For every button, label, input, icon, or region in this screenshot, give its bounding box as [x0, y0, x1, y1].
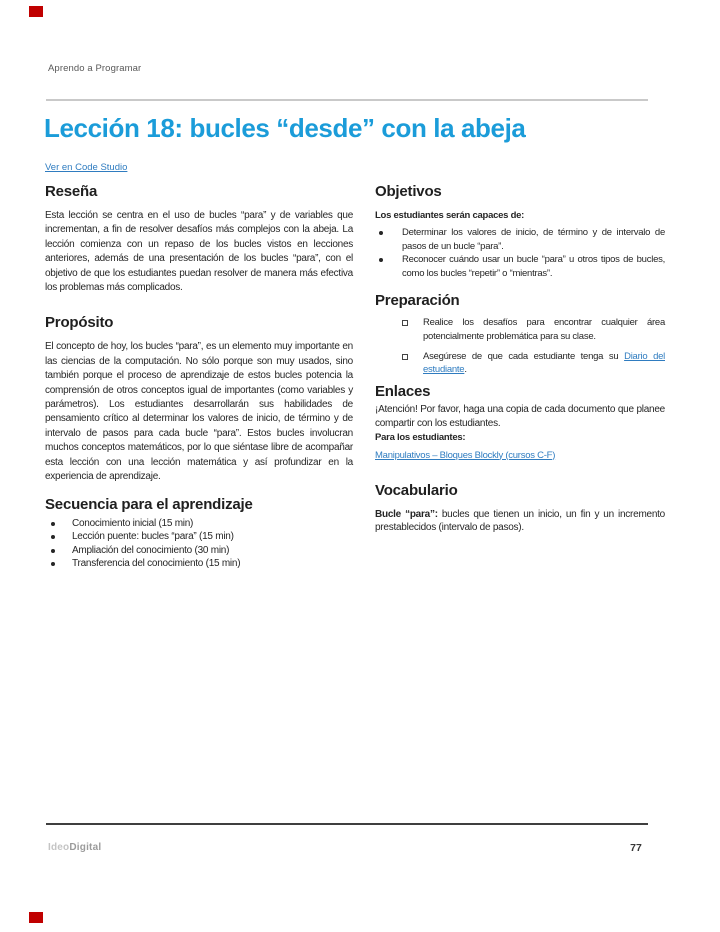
list-item	[375, 226, 665, 254]
list-item	[45, 544, 353, 558]
proposito-paragraph: El concepto de hoy, los bucles “para”, es un elemento muy importante en las ciencias de la computación. No sólo porque son muy usados, sino también porque el proceso de aprendizaje de estos bucles potencia la comprensión de otros conceptos igual de importantes (como variables y parámetros). Los estudiantes desarrollarán sus habilidades de pensamiento crítico al determinar los valores de inicio, de término y de intervalo de pasos para cada bucle “para”. Estos bucles involucran muchos conceptos matemáticos, por lo que siéntase libre de acompañar esta lección con una lección matemática y así profundizar en la experiencia de aprendizaje.	[45, 341, 353, 483]
left-column	[45, 183, 353, 571]
vocabulario-term: Bucle “para”:	[375, 508, 438, 520]
list-item-label: Transferencia del conocimiento (15 min)	[72, 558, 241, 569]
list-item	[375, 253, 665, 281]
code-studio-link[interactable]: Ver en Code Studio	[45, 162, 128, 173]
student-journal-link[interactable]: Diario del estudiante	[423, 350, 665, 376]
section-heading-secuencia: Secuencia para el aprendizaje	[45, 495, 253, 513]
objetivos-intro: Los estudiantes serán capaces de:	[375, 210, 525, 221]
for-students-label: Para los estudiantes:	[375, 431, 466, 443]
right-column	[375, 183, 665, 535]
list-item	[45, 517, 353, 531]
list-item-label: Realice los desafíos para encontrar cualquier área potencialmente problemática para su clase.	[423, 316, 665, 342]
section-heading-vocabulario: Vocabulario	[375, 481, 458, 499]
list-item	[375, 350, 665, 378]
page-title: Lección 18: bucles “desde” con la abeja	[44, 113, 526, 143]
list-item-label: Lección puente: bucles “para” (15 min)	[72, 531, 234, 542]
list-item	[45, 530, 353, 544]
list-item-label: Determinar los valores de inicio, de término y de intervalo de pasos de un bucle “para”.	[402, 226, 665, 252]
section-heading-proposito: Propósito	[45, 314, 114, 332]
manipulatives-link[interactable]: Manipulativos – Bloques Blockly (cursos C-F)	[375, 449, 556, 461]
vocabulario-definition: Bucle “para”: bucles que tienen un inicio, un fin y un incremento prestablecidos (intervalo de pasos).	[375, 508, 665, 534]
objetivos-list	[375, 226, 665, 281]
brand-digital: Digital	[69, 842, 102, 853]
list-item-label: Reconocer cuándo usar un bucle “para” u otros tipos de bucles, como los bucles “repetir” o “mientras”.	[402, 254, 665, 280]
list-item-label: Ampliación del conocimiento (30 min)	[72, 544, 230, 556]
running-header: Aprendo a Programar	[48, 63, 142, 74]
brand-ideo: Ideo	[48, 842, 70, 853]
list-item	[45, 557, 353, 571]
preparacion-list	[375, 316, 665, 377]
enlaces-note: ¡Atención! Por favor, haga una copia de cada documento que planee compartir con los estudiantes.	[375, 404, 665, 429]
section-heading-enlaces: Enlaces	[375, 383, 431, 401]
list-item	[375, 316, 665, 344]
secuencia-list	[45, 517, 353, 571]
page-number: 77	[630, 842, 642, 854]
footer-divider	[46, 823, 648, 825]
footer-brand	[48, 842, 101, 853]
header-divider	[46, 99, 648, 101]
red-corner-mark-bottom	[29, 912, 43, 923]
section-heading-objetivos: Objetivos	[375, 183, 442, 200]
list-item-label: Asegúrese de que cada estudiante tenga su Diario del estudiante.	[423, 350, 665, 376]
section-heading-resena: Reseña	[45, 183, 98, 200]
section-heading-preparacion: Preparación	[375, 291, 460, 309]
list-item-label: Conocimiento inicial (15 min)	[72, 517, 194, 529]
resena-paragraph: Esta lección se centra en el uso de bucles “para” y de variables que incrementan, a fin de resolver desafíos más complejos con la abeja. La lección comienza con un repaso de los bucles vistos en lecciones anteriores, además de una presentación de los bucles “para”, con el objetivo de que los estudiantes puedan resolver de manera más efectiva los problemas más complicados.	[45, 210, 353, 294]
red-corner-mark-top	[29, 6, 43, 17]
